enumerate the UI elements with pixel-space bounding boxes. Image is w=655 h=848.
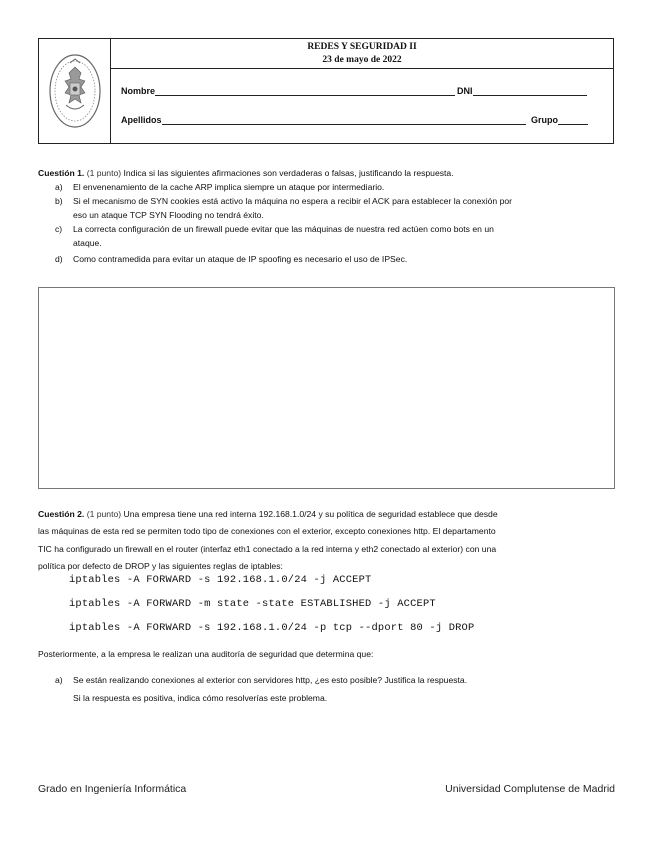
item-text-continued: Si la respuesta es positiva, indica cómo resolverías este problema.: [73, 693, 328, 703]
group-label: Grupo: [531, 115, 558, 125]
iptables-rule-3: iptables -A FORWARD -s 192.168.1.0/24 -p tcp --dport 80 -j DROP: [69, 622, 475, 634]
question-1-item-d: [55, 253, 617, 267]
surname-label: Apellidos: [121, 115, 162, 125]
question-1-points: (1 punto): [86, 168, 122, 178]
item-text-continued: ataque.: [73, 238, 102, 248]
question-1-item-a: [55, 181, 617, 195]
item-text-continued: eso un ataque TCP SYN Flooding no tendrá éxito.: [73, 210, 264, 220]
iptables-rule-2: iptables -A FORWARD -m state -state ESTABLISHED -j ACCEPT: [69, 598, 436, 610]
group-field[interactable]: [531, 115, 588, 125]
item-letter: a): [55, 675, 63, 685]
item-letter: b): [55, 196, 63, 206]
dni-label: DNI: [457, 86, 473, 96]
name-field[interactable]: [121, 86, 455, 96]
exam-header: [38, 38, 614, 144]
item-text: Si el mecanismo de SYN cookies está activo la máquina no espera a recibir el ACK para establecer la conexión por: [73, 196, 512, 206]
header-title: [111, 39, 613, 69]
question-2-line-3: TIC ha configurado un firewall en el router (interfaz eth1 conectado a la red interna y eth2 conectado al exterior) con una: [38, 543, 497, 554]
footer-university: Universidad Complutense de Madrid: [445, 783, 615, 795]
surname-field[interactable]: [121, 115, 526, 125]
dni-field[interactable]: [457, 86, 587, 96]
footer-degree: Grado en Ingeniería Informática: [38, 783, 187, 795]
course-title: REDES Y SEGURIDAD II: [307, 42, 417, 52]
question-1-prompt: Indica si las siguientes afirmaciones son verdaderas o falsas, justificando la respuesta.: [123, 168, 454, 178]
question-1-item-b: [55, 195, 617, 223]
university-seal-icon: [48, 53, 102, 129]
iptables-rule-1: iptables -A FORWARD -s 192.168.1.0/24 -j ACCEPT: [69, 574, 372, 586]
question-2-text: Una empresa tiene una red interna 192.168.1.0/24 y su política de seguridad establece que desde: [123, 509, 498, 519]
question-2-line-4: política por defecto de DROP y las siguientes reglas de iptables:: [38, 560, 283, 571]
question-1-answer-box[interactable]: [38, 287, 615, 489]
university-seal: [39, 39, 111, 143]
exam-date: 23 de mayo de 2022: [322, 54, 402, 65]
item-text: El envenenamiento de la cache ARP implica siempre un ataque por intermediario.: [73, 182, 385, 192]
item-letter: c): [55, 224, 63, 234]
question-2-label: Cuestión 2.: [38, 509, 85, 519]
question-1-item-c: [55, 223, 617, 251]
question-2-line-2: las máquinas de esta red se permiten todo tipo de conexiones con el exterior, excepto conexiones http. El departamento: [38, 526, 496, 537]
question-2-statement: [38, 506, 618, 575]
item-letter: d): [55, 254, 63, 264]
question-2-line-1: [38, 506, 618, 523]
item-text: La correcta configuración de un firewall puede evitar que las máquinas de nuestra red actúen como bots en un: [73, 224, 494, 234]
item-text: Como contramedida para evitar un ataque de IP spoofing es necesario el uso de IPSec.: [73, 254, 408, 264]
question-2-points: (1 punto): [86, 509, 122, 519]
item-letter: a): [55, 182, 63, 192]
item-text: Se están realizando conexiones al exterior con servidores http, ¿es esto posible? Justifica la respuesta.: [73, 675, 468, 685]
audit-statement: Posteriormente, a la empresa le realizan una auditoría de seguridad que determina que:: [38, 649, 374, 659]
name-label: Nombre: [121, 86, 156, 96]
question-1-label: Cuestión 1.: [38, 168, 85, 178]
question-1-heading: [38, 166, 454, 180]
question-2-item-a: [55, 670, 617, 704]
